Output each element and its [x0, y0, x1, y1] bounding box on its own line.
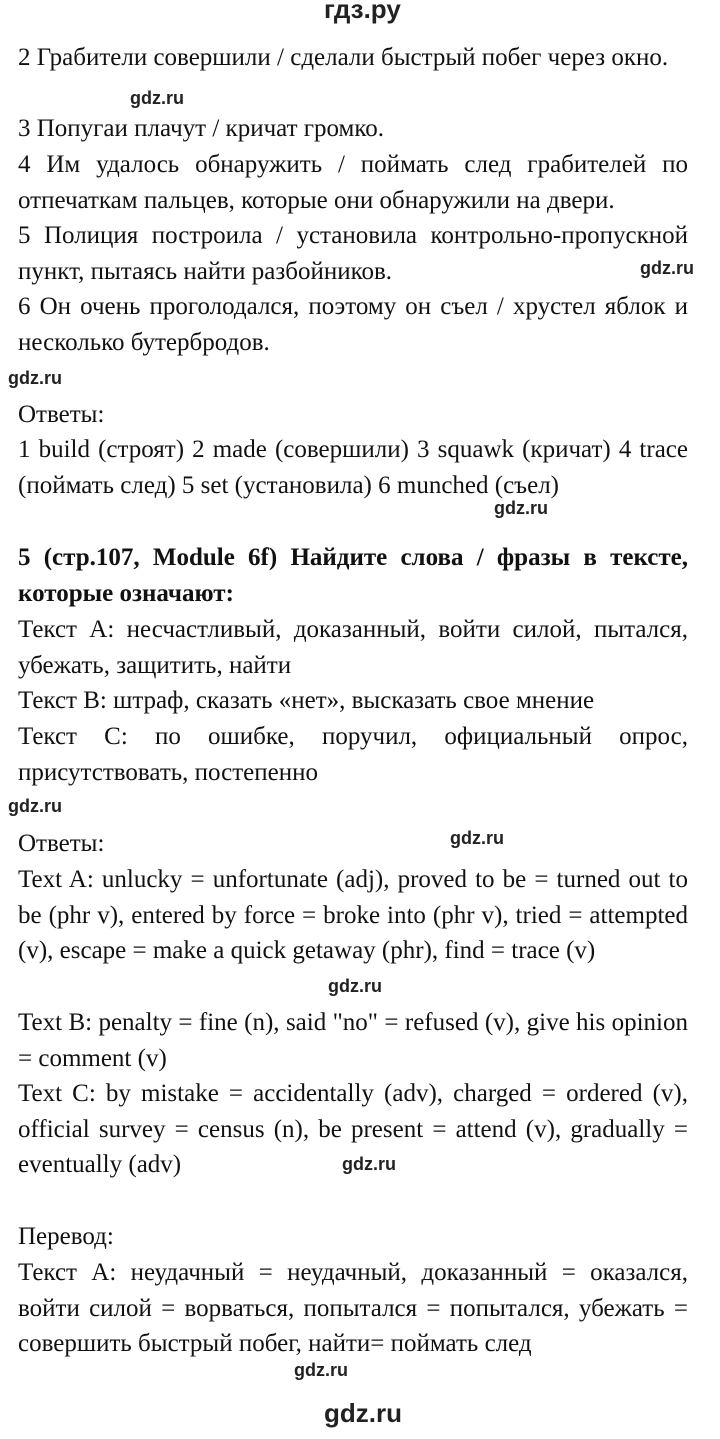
watermark: gdz.ru: [342, 1154, 396, 1174]
answers-2-text-c: Text C: by mistake = accidentally (adv), charged = ordered (v), official survey = census (n), be present = attend (v), gradually = eventually (adv): [18, 1080, 688, 1178]
translation-text-a: Текст А: неудачный = неудачный, доказанный = оказался, войти силой = ворваться, попытался = попытался, убежать = совершить быстрый побег, найти= поймать след: [18, 1259, 688, 1357]
watermark: gdz.ru: [640, 258, 694, 278]
sentence-6: 6 Он очень проголодался, поэтому он съел / хрустел яблок и несколько бутербродов.: [18, 293, 688, 356]
answers-2-text-a: Text A: unlucky = unfortunate (adj), proved to be = turned out to be (phr v), entered by force = broke into (phr v), tried = attempted (v), escape = make a quick getaway (phr), find = trace (v): [18, 866, 688, 964]
watermark: gdz.ru: [494, 498, 548, 518]
answers-2-text-b: Text B: penalty = fine (n), said "no" = refused (v), give his opinion = comment (v): [18, 1009, 688, 1072]
answers-label: Ответы:: [18, 401, 105, 428]
sentence-4: 4 Им удалось обнаружить / поймать след грабителей по отпечаткам пальцев, которые они обнаружили на двери.: [18, 151, 688, 214]
sentence-3: 3 Попугаи плачут / кричат громко.: [18, 115, 385, 142]
task-5-text-a: Текст А: несчастливый, доказанный, войти силой, пытался, убежать, защитить, найти: [18, 616, 688, 679]
sentence-5: 5 Полиция построила / установила контрольно-пропускной пункт, пытаясь найти разбойников.: [18, 222, 688, 285]
watermark: gdz.ru: [130, 88, 184, 108]
watermark: gdz.ru: [294, 1360, 348, 1380]
watermark: gdz.ru: [450, 828, 504, 848]
answers-2-label: Ответы:: [18, 830, 105, 857]
watermark: gdz.ru: [8, 796, 62, 816]
footer-watermark: gdz.ru: [324, 1398, 402, 1428]
task-5-text-c: Текст С: по ошибке, поручил, официальный опрос, присутствовать, постепенно: [18, 723, 688, 786]
sentence-2: 2 Грабители совершили / сделали быстрый побег через окно.: [18, 44, 669, 71]
task-5-text-b: Текст В: штраф, сказать «нет», высказать свое мнение: [18, 687, 595, 714]
answers-1-text: 1 build (строят) 2 made (совершили) 3 squawk (кричат) 4 trace (поймать след) 5 set (установила) 6 munched (съел): [18, 436, 688, 499]
translation-label: Перевод:: [18, 1223, 114, 1250]
watermark: gdz.ru: [328, 976, 382, 996]
task-5-heading: 5 (стр.107, Module 6f) Найдите слова / фразы в тексте, которые означают:: [18, 544, 688, 607]
watermark: gdz.ru: [8, 368, 62, 388]
header-watermark: гдз.ру: [324, 0, 401, 24]
